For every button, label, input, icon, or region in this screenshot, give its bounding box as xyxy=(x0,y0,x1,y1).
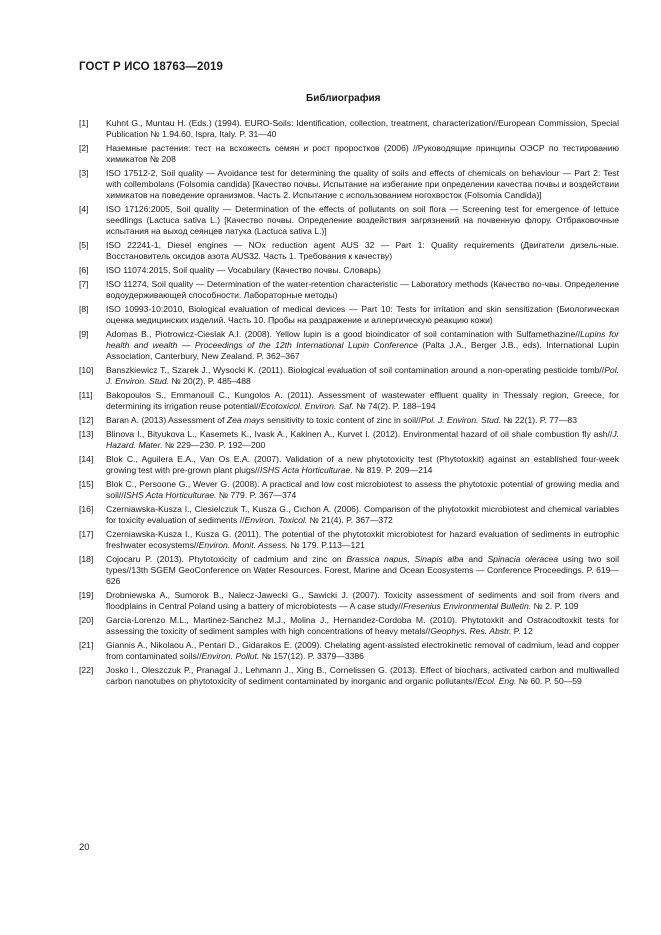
reference-number: [8] xyxy=(79,303,89,314)
reference-number: [13] xyxy=(79,428,94,439)
reference-text: № 779. P. 367—374 xyxy=(216,489,297,500)
reference-text: Cojocaru P. (2013). Phytotoxicity of cadmium and zinc on xyxy=(106,553,347,564)
reference-italic-text: Pol. J. Environ. Stud. xyxy=(106,364,619,386)
reference-italic-text: Environ. Pollut. xyxy=(201,650,260,661)
reference-text: Giannis A., Nikolaou A., Pentari D., Gidarakos E. (2009). Chelating agent-assisted electrokinetic removal of cadmium, lead and copper from contaminated soils// xyxy=(106,639,619,661)
reference-item xyxy=(79,429,619,451)
reference-italic-text: ISHS Acta Horticulturae. xyxy=(123,489,217,500)
reference-item xyxy=(79,590,619,612)
reference-text: Baran A. (2013) Assessment of xyxy=(106,414,227,425)
reference-text: and xyxy=(463,553,488,564)
reference-number: [9] xyxy=(79,328,89,339)
reference-item xyxy=(79,479,619,501)
reference-number: [1] xyxy=(79,118,89,128)
reference-text: Bakopoulos S., Emmanouil C., Kungolos A. (2011). Assessment of wastewater effluent quality in Thessaly region, Greece, for determining its irrigation reuse potential// xyxy=(106,389,619,411)
reference-item xyxy=(79,504,619,526)
reference-number: [10] xyxy=(79,364,94,375)
reference-text: Czerniawska-Kusza I., Ciesielczuk T., Kusza G., Cıchon A. (2006). Comparison of the phytotoxkit microbiotest and chemical variables for toxicity evaluation of sediments // xyxy=(106,503,619,525)
reference-item xyxy=(79,640,619,662)
reference-number: [17] xyxy=(79,528,94,539)
reference-text: using two soil types//13th SGEM GeoConference on Water Resources. Forest, Marine and Ocean Ecosystems — Conference Proceedings. P. 619—626 xyxy=(106,553,619,586)
reference-item xyxy=(79,529,619,551)
reference-text: ISO 17512-2, Soil quality — Avoidance test for determining the quality of soils and effects of chemicals on behaviour — Part 2: Test with collembolans (Folsomia candida) [Качество почвы. Испытание на избегание при определении качества почвы и воздействии химикатов на поведение организмов. Часть 2. Испытание с использованием ногохвосток (Folsomia Candida)] xyxy=(106,168,619,200)
reference-item xyxy=(79,665,619,687)
reference-italic-text: Environ. Toxicol. xyxy=(244,514,308,525)
reference-text: № 74(2). P. 188–194 xyxy=(353,400,436,411)
reference-italic-text: Ecol. Eng. xyxy=(477,675,517,686)
reference-item xyxy=(79,365,619,387)
reference-text: ISO 11274, Soil quality — Determination of the water-retention characteristic — Laboratory methods (Качество по-чвы. Определение водоудерживающей способности. Лабораторные методы) xyxy=(106,278,619,300)
reference-text: Наземные растения: тест на всхожесть семян и рост проростков (2006) //Руководящие принципы ОЭСР по тестированию химикатов № 208 xyxy=(106,143,619,164)
reference-number: [15] xyxy=(79,478,94,489)
reference-text: P. 12 xyxy=(511,625,533,636)
reference-italic-text: Zea mays xyxy=(226,414,265,425)
reference-item xyxy=(79,240,619,262)
reference-number: [14] xyxy=(79,453,94,464)
reference-text: Banszkiewicz T., Szarek J., Wysocki K. (2011). Biological evaluation of soil contamination around a non-operating pesticide tomb// xyxy=(106,364,605,375)
reference-number: [6] xyxy=(79,264,89,275)
reference-italic-text: Brassica napus, Sinapis alba xyxy=(346,553,464,564)
reference-number: [2] xyxy=(79,143,89,153)
reference-item xyxy=(79,304,619,326)
reference-text: № 21(4). P. 367—372 xyxy=(307,514,393,525)
reference-text: ISO 17126:2005, Soil quality — Determination of the effects of pollutants on soil flora — Screening test for emergence of lettuce seedlings (Lactuca sativa L.) [Качество почвы. Определение воздействия загрязнений на почвенную флору. Отбраковочные испытания на выход сеянцев латука (Lactuca sativa L.)] xyxy=(106,203,619,236)
reference-text: Blok C., Persoone G., Wever G. (2008). A practical and low cost microbiotest to assess the phytotoxic potential of growing media and soil// xyxy=(106,478,619,500)
reference-text: № 2. P. 109 xyxy=(531,600,579,611)
reference-italic-text: Geophys. Res. Abstr. xyxy=(430,625,512,636)
page-number: 20 xyxy=(79,842,90,853)
reference-list xyxy=(79,118,619,690)
reference-item xyxy=(79,390,619,412)
reference-number: [19] xyxy=(79,589,94,600)
reference-text: Kuhnt G., Muntau H. (Eds.) (1994). EURO-Soils: Identification, collection, treatment, characterization//European Commission, Special Publication № 1.94.60, Ispra, Italy. P. 31—40 xyxy=(106,118,619,139)
reference-item xyxy=(79,615,619,637)
reference-number: [11] xyxy=(79,389,93,400)
reference-italic-text: ISHS Acta Horticulturae xyxy=(259,464,351,475)
reference-text: ISO 11074:2015, Soil quality — Vocabulary (Качество почвы. Словарь) xyxy=(106,264,381,275)
reference-item xyxy=(79,279,619,301)
reference-text: Drobniewska A., Sumorok B., Nalecz-Jawecki G., Sawicki J. (2007). Toxicity assessment of sediments and soil from rivers and floodplains in Central Poland using a battery of microbiotests — A case study// xyxy=(106,589,619,611)
reference-italic-text: Fresenius Environmental Bulletin. xyxy=(403,600,532,611)
reference-text: . № 819. P. 209—214 xyxy=(350,464,433,475)
reference-text: Adomas B., Piotrowicz-Cieslak A.I. (2008). Yellow lupin is a good bioindicator of soil contamination with Sulfamethazine// xyxy=(106,328,581,339)
reference-text: Blinova I., Bityukova L., Kasemets K., Ivask A., Kakinen A., Kurvet I. (2012). Environmental hazard of oil shale combustion fly ash// xyxy=(106,428,613,439)
reference-number: [12] xyxy=(79,414,94,425)
reference-text: № 229—230. P. 192—200 xyxy=(162,439,266,450)
reference-text: ISO 10993-10:2010, Biological evaluation of medical devices — Part 10: Tests for irritation and skin sensitization (Биологическая оценка медицинских изделий. Часть 10. Пробы на раздражение и аллергическую реакцию кожи) xyxy=(106,303,619,325)
reference-item xyxy=(79,118,619,140)
reference-item xyxy=(79,454,619,476)
reference-text: № 157(12). P. 3379—3386 xyxy=(259,650,364,661)
reference-number: [7] xyxy=(79,278,89,289)
reference-text: ISO 22241-1, Diesel engines — NOx reduction agent AUS 32 — Part 1: Quality requirements (Двигатели дизель-ные. Восстановитель оксидов азота AUS32. Часть 1. Требования к качеству) xyxy=(106,239,619,261)
reference-number: [5] xyxy=(79,239,89,250)
reference-number: [4] xyxy=(79,203,89,214)
reference-text: Garcia-Lorenzo M.L., Martinez-Sanchez M.J., Molina J., Hernandez-Cordoba M. (2010). Phytotoxkit and Ostracodtoxkit tests for assessing the toxicity of sediment samples with high concentrations of heavy metals// xyxy=(106,614,619,636)
document-code-header: ГОСТ Р ИСО 18763—2019 xyxy=(79,61,224,73)
reference-text: № 22(1). P. 77—83 xyxy=(501,414,577,425)
reference-italic-text: J. Hazard. Mater. xyxy=(106,428,619,450)
reference-text: Blok C., Aguilera E.A., Van Os E.A. (2007). Validation of a new phytotoxicity test (Phytotoxkit) against an established four-week growing test with pre-grown plant plugs// xyxy=(106,453,619,475)
bibliography-title: Библиография xyxy=(306,93,381,104)
reference-item xyxy=(79,204,619,237)
reference-item xyxy=(79,554,619,587)
reference-text: № 179. P.113—121 xyxy=(288,539,365,550)
reference-text: Josko I., Oleszczuk P., Pranagal J., Lehmann J., Xing B., Cornelissen G. (2013). Effect of biochars, activated carbon and multiwalled carbon nanotubes on phytotoxicity of sediment contaminated by inorganic and organic pollutants// xyxy=(106,664,619,686)
reference-number: [18] xyxy=(79,553,94,564)
reference-text: № 60. P. 50—59 xyxy=(516,675,582,686)
reference-item xyxy=(79,265,619,276)
reference-number: [3] xyxy=(79,168,89,178)
reference-italic-text: Ecotoxicol. Environ. Saf. xyxy=(260,400,354,411)
reference-number: [20] xyxy=(79,614,94,625)
reference-item xyxy=(79,329,619,362)
reference-text: sensitivity to toxic content of zinc in soil// xyxy=(264,414,421,425)
reference-italic-text: Spinacia oleracea xyxy=(487,553,559,564)
reference-item xyxy=(79,143,619,165)
reference-number: [21] xyxy=(79,639,94,650)
reference-item xyxy=(79,168,619,201)
reference-italic-text: Environ. Monit. Assess. xyxy=(198,539,289,550)
reference-italic-text: Pol. J. Environ. Stud. xyxy=(420,414,502,425)
reference-number: [16] xyxy=(79,503,94,514)
reference-item xyxy=(79,415,619,426)
reference-italic-text: Lupins for health and wealth — Proceedings of the 12th International Lupin Conference xyxy=(106,328,619,350)
reference-text: (Palta J.A., Berger J.B., eds). International Lupin Association, Canterbury, New Zealand. P. 362–367 xyxy=(106,339,619,361)
reference-text: Czerniawska-Kusza I., Kusza G. (2011). The potential of the phytotoxkit microbiotest for hazard evaluation of sediments in eutrophic freshwater ecosystems// xyxy=(106,528,619,550)
reference-text: № 20(2). P. 485–488 xyxy=(169,375,251,386)
reference-number: [22] xyxy=(79,664,94,675)
